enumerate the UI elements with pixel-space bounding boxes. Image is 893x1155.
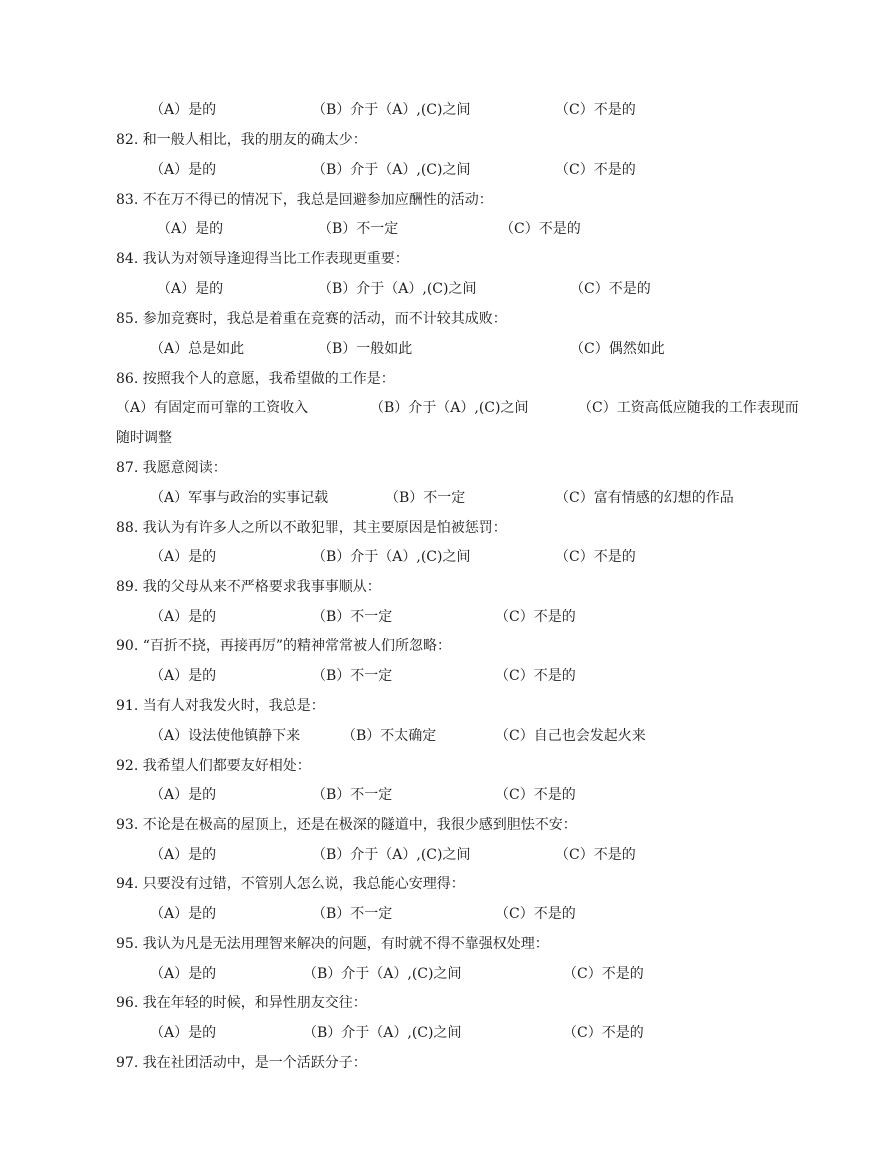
option-a: （A）是的	[150, 668, 217, 684]
question-88: 88. 我认为有许多人之所以不敢犯罪，其主要原因是怕被惩罚：	[116, 520, 507, 536]
option-c: （C）不是的	[495, 787, 576, 803]
option-b: （B）不太确定	[342, 728, 437, 744]
question-92: 92. 我希望人们都要友好相处：	[116, 758, 311, 774]
option-a: （A）是的	[157, 281, 224, 297]
question-95: 95. 我认为凡是无法用理智来解决的问题，有时就不得不靠强权处理：	[116, 936, 549, 952]
option-b: （B）介于（A）,(C)之间	[312, 162, 471, 178]
option-a: （A）是的	[150, 162, 217, 178]
question-84: 84. 我认为对领导逢迎得当比工作表现更重要：	[116, 251, 409, 267]
option-c: （C）不是的	[563, 966, 644, 982]
option-a: （A）是的	[150, 102, 217, 118]
option-a: （A）是的	[150, 906, 217, 922]
option-b: （B）介于（A）,(C)之间	[312, 549, 471, 565]
option-a: （A）是的	[150, 966, 217, 982]
question-87: 87. 我愿意阅读：	[116, 460, 227, 476]
option-a: （A）有固定而可靠的工资收入	[116, 400, 309, 416]
option-b: （B）介于（A）,(C)之间	[370, 400, 529, 416]
question-90: 90. “百折不挠，再接再厉”的精神常常被人们所忽略：	[116, 638, 452, 654]
option-b: （B）介于（A）,(C)之间	[312, 847, 471, 863]
option-b: （B）不一定	[312, 787, 393, 803]
option-a: （A）是的	[150, 1025, 217, 1041]
question-83: 83. 不在万不得已的情况下，我总是回避参加应酬性的活动：	[116, 192, 493, 208]
option-a: （A）总是如此	[150, 341, 245, 357]
question-93: 93. 不论是在极高的屋顶上，还是在极深的隧道中，我很少感到胆怯不安：	[116, 817, 577, 833]
option-a: （A）是的	[150, 549, 217, 565]
option-b: （B）一般如此	[318, 341, 413, 357]
option-b: （B）介于（A）,(C)之间	[312, 102, 471, 118]
question-85: 85. 参加竞赛时，我总是着重在竞赛的活动，而不计较其成败：	[116, 311, 507, 327]
option-c: （C）不是的	[555, 847, 636, 863]
question-91: 91. 当有人对我发火时，我总是：	[116, 698, 325, 714]
option-a: （A）军事与政治的实事记载	[150, 490, 329, 506]
option-c: （C）富有情感的幻想的作品	[555, 490, 734, 506]
option-b: （B）介于（A）,(C)之间	[318, 281, 477, 297]
question-86: 86. 按照我个人的意愿，我希望做的工作是：	[116, 371, 395, 387]
option-c: （C）不是的	[555, 102, 636, 118]
option-c: （C）不是的	[495, 668, 576, 684]
question-96: 96. 我在年轻的时候，和异性朋友交往：	[116, 995, 367, 1011]
option-b: （B）不一定	[312, 906, 393, 922]
option-c: （C）不是的	[495, 906, 576, 922]
option-a: （A）是的	[157, 221, 224, 237]
option-c: （C）工资高低应随我的工作表现而	[578, 400, 799, 416]
option-continuation: 随时调整	[116, 430, 172, 446]
option-c: （C）自己也会发起火来	[495, 728, 646, 744]
question-89: 89. 我的父母从来不严格要求我事事顺从：	[116, 579, 381, 595]
option-b: （B）不一定	[318, 221, 399, 237]
question-82: 82. 和一般人相比，我的朋友的确太少：	[116, 132, 367, 148]
option-c: （C）不是的	[555, 549, 636, 565]
option-c: （C）不是的	[495, 609, 576, 625]
option-b: （B）不一定	[385, 490, 466, 506]
option-b: （B）介于（A）,(C)之间	[303, 1025, 462, 1041]
option-a: （A）设法使他镇静下来	[150, 728, 301, 744]
option-b: （B）不一定	[312, 668, 393, 684]
question-97: 97. 我在社团活动中，是一个活跃分子：	[116, 1055, 367, 1071]
question-94: 94. 只要没有过错，不管别人怎么说，我总能心安理得：	[116, 876, 465, 892]
option-b: （B）介于（A）,(C)之间	[303, 966, 462, 982]
option-a: （A）是的	[150, 609, 217, 625]
option-c: （C）不是的	[563, 1025, 644, 1041]
option-c: （C）偶然如此	[570, 341, 665, 357]
option-a: （A）是的	[150, 847, 217, 863]
option-c: （C）不是的	[555, 162, 636, 178]
option-a: （A）是的	[150, 787, 217, 803]
option-c: （C）不是的	[500, 221, 581, 237]
option-b: （B）不一定	[312, 609, 393, 625]
option-c: （C）不是的	[570, 281, 651, 297]
